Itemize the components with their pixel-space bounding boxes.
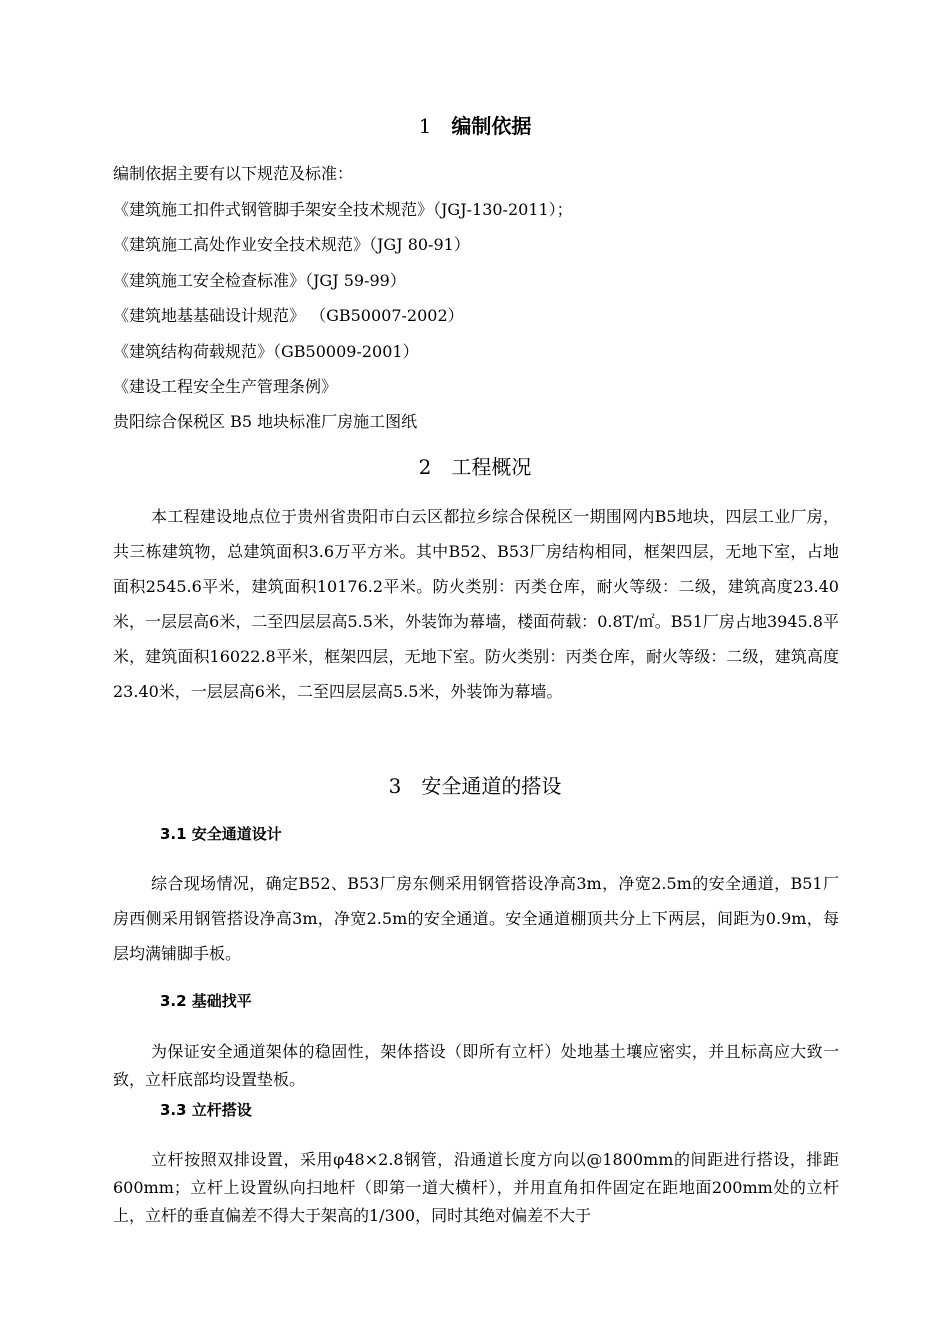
subsection-3-3-paragraph: 立杆按照双排设置，采用φ48×2.8钢管，沿通道长度方向以@1800mm的间距进行搭设，排距600mm；立杆上设置纵向扫地杆（即第一道大横杆），并用直角扣件固定在距地面200mm处的立杆上，立杆的垂直偏差不得大于架高的1/300，同时其绝对偏差不大于 xyxy=(113,1150,839,1225)
section-3-title: 安全通道的搭设 xyxy=(421,774,562,798)
subsection-3-3-title: 3.3 立杆搭设 xyxy=(160,1101,252,1119)
reference-item: 《建筑施工安全检查标准》（JGJ 59-99） xyxy=(113,271,406,290)
reference-item: 《建筑结构荷载规范》（GB50009-2001） xyxy=(113,342,419,361)
section-1-title: 编制依据 xyxy=(451,114,532,138)
reference-item: 《建筑施工高处作业安全技术规范》（JGJ 80-91） xyxy=(113,235,470,254)
subsection-3-1-paragraph: 综合现场情况，确定B52、B53厂房东侧采用钢管搭设净高3m，净宽2.5m的安全通道，B51厂房西侧采用钢管搭设净高3m，净宽2.5m的安全通道。安全通道棚顶共分上下两层，间距为0.9m，每层均满铺脚手板。 xyxy=(113,874,839,963)
section-1-heading xyxy=(0,112,950,140)
subsection-3-2-paragraph: 为保证安全通道架体的稳固性，架体搭设（即所有立杆）处地基土壤应密实，并且标高应大致一致，立杆底部均设置垫板。 xyxy=(113,1042,839,1089)
section-2-paragraph: 本工程建设地点位于贵州省贵阳市白云区都拉乡综合保税区一期围网内B5地块，四层工业厂房，共三栋建筑物，总建筑面积3.6万平方米。其中B52、B53厂房结构相同，框架四层，无地下室，占地面积2545.6平米，建筑面积10176.2平米。防火类别：丙类仓库，耐火等级：二级，建筑高度23.40米，一层层高6米，二至四层层高5.5米，外装饰为幕墙，楼面荷载：0.8T/㎡。B51厂房占地3945.8平米，建筑面积16022.8平米，框架四层，无地下室。防火类别：丙类仓库，耐火等级：二级，建筑高度23.40米，一层层高6米，二至四层层高5.5米，外装饰为幕墙。 xyxy=(113,507,839,701)
reference-item: 《建设工程安全生产管理条例》 xyxy=(113,377,338,396)
section-3-number: 3 xyxy=(388,774,402,798)
reference-item: 《建筑地基基础设计规范》 （GB50007-2002） xyxy=(113,306,464,325)
subsection-3-2-title: 3.2 基础找平 xyxy=(160,992,252,1010)
section-3-heading xyxy=(0,772,950,800)
section-1-number: 1 xyxy=(418,114,432,138)
section-2-number: 2 xyxy=(418,455,432,479)
section-2-title: 工程概况 xyxy=(451,455,532,479)
section-2-heading xyxy=(0,453,950,481)
subsection-3-1-title: 3.1 安全通道设计 xyxy=(160,825,282,843)
reference-item: 贵阳综合保税区 B5 地块标准厂房施工图纸 xyxy=(113,412,418,431)
reference-item: 《建筑施工扣件式钢管脚手架安全技术规范》（JGJ-130-2011）； xyxy=(113,200,573,219)
section-1-intro: 编制依据主要有以下规范及标准： xyxy=(113,164,354,183)
